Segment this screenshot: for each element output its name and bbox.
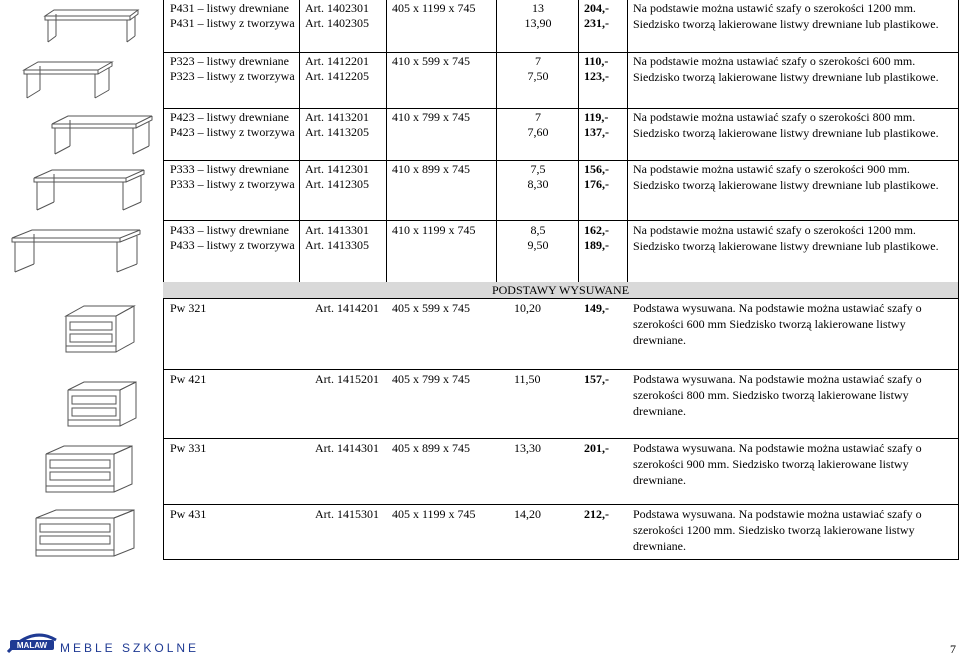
description: Podstawa wysuwana. Na podstawie można ustawiać szafy o szerokości 800 mm. Siedzisko tworzą lakierowane listwy drewniane. bbox=[633, 372, 922, 418]
article-number: Art. 1412201 bbox=[305, 54, 369, 68]
page-number: 7 bbox=[950, 642, 956, 656]
drawer-base-icon bbox=[62, 376, 142, 432]
article-number: Art. 1412305 bbox=[305, 177, 369, 191]
product-name: P431 – listwy drewniane bbox=[170, 1, 289, 15]
product-name: P433 – listwy z tworzywa bbox=[170, 238, 295, 252]
description: Na podstawie można ustawić szafy o szerokości 1200 mm. Siedzisko tworzą lakierowane listwy drewniane lub plastikowe. bbox=[633, 223, 939, 253]
bench-icon bbox=[20, 58, 120, 102]
dimensions: 410 x 899 x 745 bbox=[392, 162, 470, 176]
dimensions: 405 x 799 x 745 bbox=[392, 372, 470, 386]
dimensions: 405 x 599 x 745 bbox=[392, 301, 470, 315]
article-number: Art. 1413305 bbox=[305, 238, 369, 252]
price: 149,- bbox=[584, 301, 609, 315]
description: Podstawa wysuwana. Na podstawie można ustawiać szafy o szerokości 600 mm Siedzisko tworzą lakierowane listwy drewniane. bbox=[633, 301, 922, 347]
product-name: P423 – listwy z tworzywa bbox=[170, 125, 295, 139]
price: 157,- bbox=[584, 372, 609, 386]
footer-brand: MEBLE SZKOLNE bbox=[60, 641, 200, 655]
weight: 7 bbox=[535, 54, 541, 68]
product-name: P323 – listwy z tworzywa bbox=[170, 69, 295, 83]
article-number: Art. 1414201 bbox=[315, 301, 379, 315]
weight: 11,50 bbox=[514, 372, 541, 386]
dimensions: 410 x 1199 x 745 bbox=[392, 223, 476, 237]
product-name: P431 – listwy z tworzywa bbox=[170, 16, 295, 30]
weight: 7,5 bbox=[530, 162, 546, 176]
drawer-base-icon bbox=[30, 506, 140, 560]
price: 119,- bbox=[584, 110, 609, 124]
price: 201,- bbox=[584, 441, 609, 455]
article-number: Art. 1413301 bbox=[305, 223, 369, 237]
product-name: P423 – listwy drewniane bbox=[170, 110, 289, 124]
drawer-base-icon bbox=[40, 440, 140, 498]
article-number: Art. 1412205 bbox=[305, 69, 369, 83]
product-name: P323 – listwy drewniane bbox=[170, 54, 289, 68]
product-name: Pw 321 bbox=[170, 301, 207, 315]
weight: 7 bbox=[535, 110, 541, 124]
weight: 13 bbox=[532, 1, 544, 15]
weight: 7,50 bbox=[527, 69, 549, 83]
article-number: Art. 1413205 bbox=[305, 125, 369, 139]
description: Na podstawie można ustawić szafy o szerokości 1200 mm. Siedzisko tworzą lakierowane listwy drewniane lub plastikowe. bbox=[633, 1, 939, 31]
bench-icon bbox=[30, 166, 150, 214]
dimensions: 405 x 1199 x 745 bbox=[392, 1, 476, 15]
price: 162,- bbox=[584, 223, 609, 237]
article-number: Art. 1413201 bbox=[305, 110, 369, 124]
price: 231,- bbox=[584, 16, 609, 30]
dimensions: 410 x 799 x 745 bbox=[392, 110, 470, 124]
weight: 10,20 bbox=[514, 301, 541, 315]
description: Na podstawie można ustawić szafy o szerokości 900 mm. Siedzisko tworzą lakierowane listwy drewniane lub plastikowe. bbox=[633, 162, 939, 192]
product-name: P333 – listwy z tworzywa bbox=[170, 177, 295, 191]
logo-icon bbox=[6, 630, 58, 656]
product-name: P433 – listwy drewniane bbox=[170, 223, 289, 237]
bench-icon bbox=[48, 112, 158, 158]
weight: 13,90 bbox=[524, 16, 552, 30]
article-number: Art. 1415201 bbox=[315, 372, 379, 386]
section-header: PODSTAWY WYSUWANE bbox=[163, 282, 958, 298]
article-number: Art. 1415301 bbox=[315, 507, 379, 521]
price: 204,- bbox=[584, 1, 609, 15]
weight: 14,20 bbox=[514, 507, 541, 521]
dimensions: 405 x 899 x 745 bbox=[392, 441, 470, 455]
price: 156,- bbox=[584, 162, 609, 176]
article-number: Art. 1402305 bbox=[305, 16, 369, 30]
product-name: Pw 431 bbox=[170, 507, 207, 521]
bench-icon bbox=[8, 226, 146, 276]
drawer-base-icon bbox=[60, 300, 140, 360]
weight: 9,50 bbox=[527, 238, 549, 252]
description: Na podstawie można ustawiać szafy o szerokości 600 mm. Siedzisko tworzą lakierowane listwy drewniane lub plastikowe. bbox=[633, 54, 939, 84]
weight: 8,5 bbox=[530, 223, 546, 237]
product-name: Pw 421 bbox=[170, 372, 207, 386]
article-number: Art. 1412301 bbox=[305, 162, 369, 176]
price: 189,- bbox=[584, 238, 609, 252]
price: 110,- bbox=[584, 54, 609, 68]
weight: 7,60 bbox=[527, 125, 549, 139]
price: 137,- bbox=[584, 125, 609, 139]
price: 123,- bbox=[584, 69, 609, 83]
product-name: P333 – listwy drewniane bbox=[170, 162, 289, 176]
description: Na podstawie można ustawiać szafy o szerokości 800 mm. Siedzisko tworzą lakierowane listwy drewniane lub plastikowe. bbox=[633, 110, 939, 140]
logo bbox=[6, 630, 58, 660]
svg-text:MALAW: MALAW bbox=[16, 641, 48, 650]
article-number: Art. 1402301 bbox=[305, 1, 369, 15]
price: 212,- bbox=[584, 507, 609, 521]
price: 176,- bbox=[584, 177, 609, 191]
weight: 13,30 bbox=[514, 441, 541, 455]
dimensions: 405 x 1199 x 745 bbox=[392, 507, 476, 521]
description: Podstawa wysuwana. Na podstawie można ustawiać szafy o szerokości 1200 mm. Siedzisko tworzą lakierowane listwy drewniane. bbox=[633, 507, 922, 553]
product-name: Pw 331 bbox=[170, 441, 207, 455]
description: Podstawa wysuwana. Na podstawie można ustawiać szafy o szerokości 900 mm. Siedzisko tworzą lakierowane listwy drewniane. bbox=[633, 441, 922, 487]
article-number: Art. 1414301 bbox=[315, 441, 379, 455]
weight: 8,30 bbox=[527, 177, 549, 191]
dimensions: 410 x 599 x 745 bbox=[392, 54, 470, 68]
